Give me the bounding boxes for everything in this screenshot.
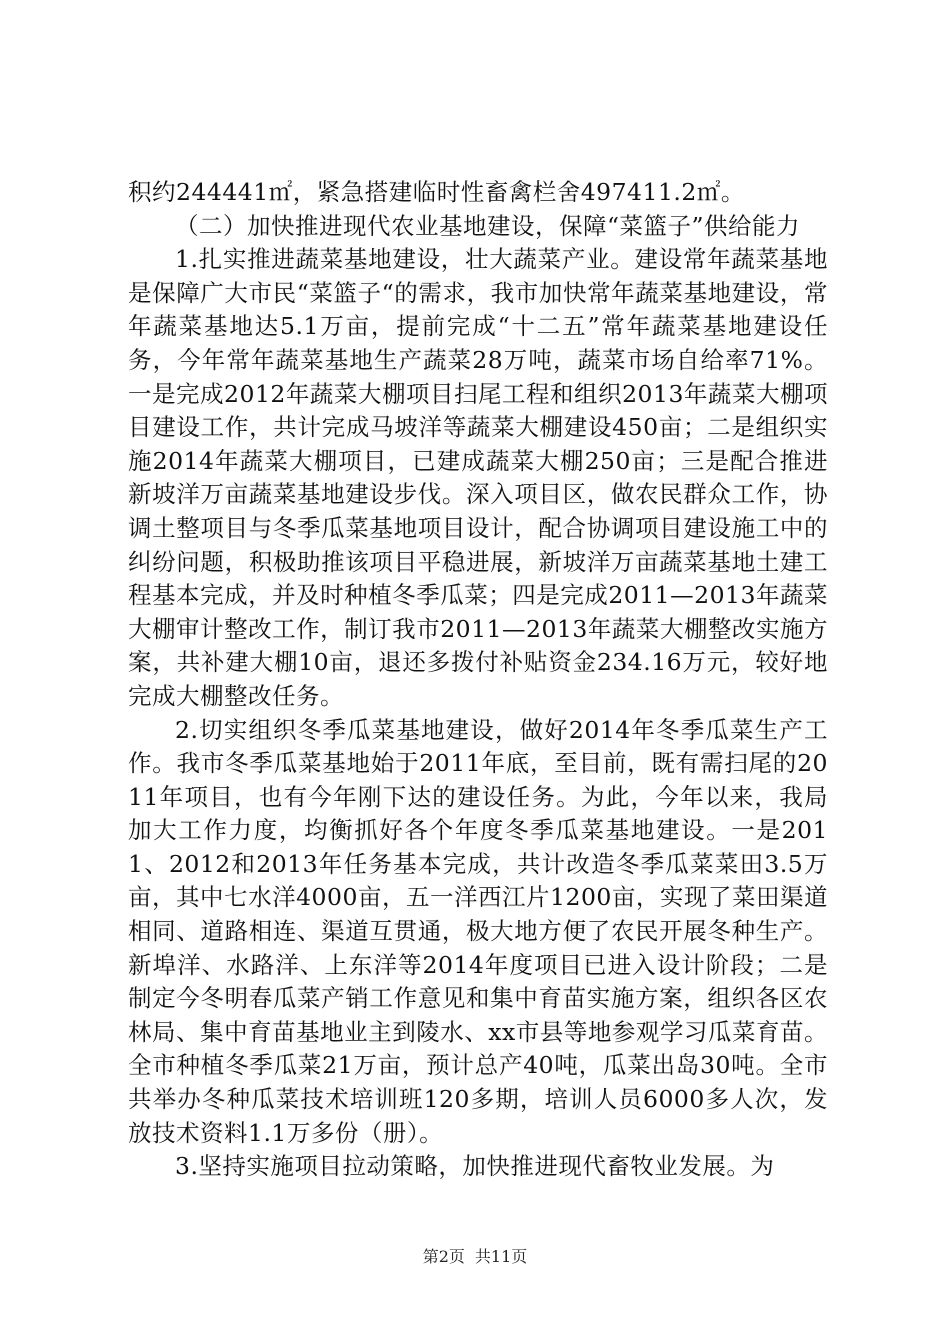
document-body: [128, 176, 828, 1184]
paragraph-livestock: 3.坚持实施项目拉动策略，加快推进现代畜牧业发展。为: [175, 1152, 775, 1181]
paragraph-continued: 积约244441㎡，紧急搭建临时性畜禽栏舍497411.2㎡。: [128, 178, 745, 206]
page-number: 第2页: [422, 1247, 465, 1266]
paragraph-winter-melon-base: 2.切实组织冬季瓜菜基地建设，做好2014年冬季瓜菜生产工作。我市冬季瓜菜基地始于2011年底，至目前，既有需扫尾的2011年项目，也有今年刚下达的建设任务。为此，今年以来，我局加大工作力度，均衡抓好各个年度冬季瓜菜基地建设。一是2011、2012和2013年任务基本完成，共计改造冬季瓜菜菜田3.5万亩，其中七水洋4000亩，五一洋西江片1200亩，实现了菜田渠道相同、道路相连、渠道互贯通，极大地方便了农民开展冬种生产。新埠洋、水路洋、上东洋等2014年度项目已进入设计阶段；二是制定今冬明春瓜菜产销工作意见和集中育苗实施方案，组织各区农林局、集中育苗基地业主到陵水、xx市县等地参观学习瓜菜育苗。全市种植冬季瓜菜21万亩，预计总产40吨，瓜菜出岛30吨。全市共举办冬种瓜菜技术培训班120多期，培训人员6000多人次，发放技术资料1.1万多份（册）。: [128, 715, 828, 1147]
page-total: 共11页: [474, 1247, 528, 1266]
page-footer: [0, 1247, 950, 1267]
section-heading: （二）加快推进现代农业基地建设，保障“菜篮子”供给能力: [175, 211, 801, 240]
paragraph-vegetable-base: 1.扎实推进蔬菜基地建设，壮大蔬菜产业。建设常年蔬菜基地是保障广大市民“菜篮子“的需求，我市加快常年蔬菜基地建设，常年蔬菜基地达5.1万亩，提前完成“十二五”常年蔬菜基地建设任务，今年常年蔬菜基地生产蔬菜28万吨，蔬菜市场自给率71%。一是完成2012年蔬菜大棚项目扫尾工程和组织2013年蔬菜大棚项目建设工作，共计完成马坡洋等蔬菜大棚建设450亩；二是组织实施2014年蔬菜大棚项目，已建成蔬菜大棚250亩；三是配合推进新坡洋万亩蔬菜基地建设步伐。深入项目区，做农民群众工作，协调土整项目与冬季瓜菜基地项目设计，配合协调项目建设施工中的纠纷问题，积极助推该项目平稳进展，新坡洋万亩蔬菜基地土建工程基本完成，并及时种植冬季瓜菜；四是完成2011—2013年蔬菜大棚审计整改工作，制订我市2011—2013年蔬菜大棚整改实施方案，共补建大棚10亩，退还多拨付补贴资金234.16万元，较好地完成大棚整改任务。: [128, 245, 828, 710]
